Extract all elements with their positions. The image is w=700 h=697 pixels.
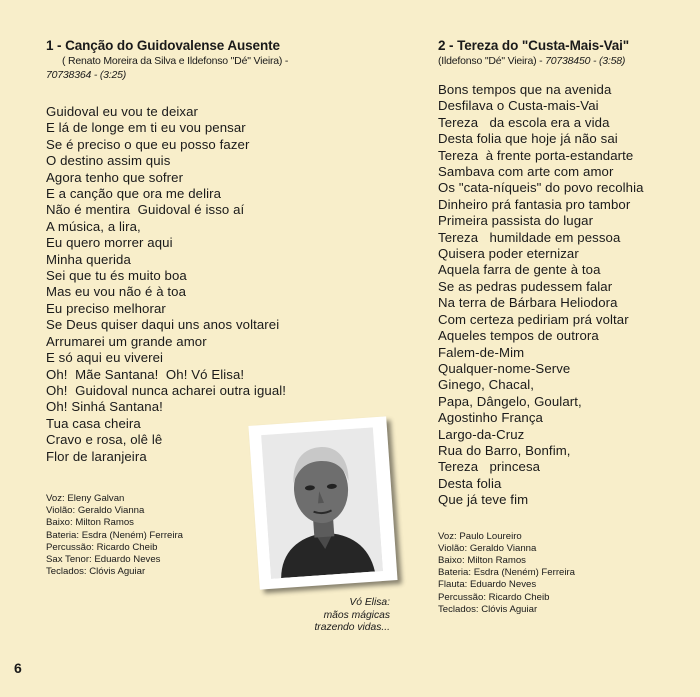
lyric-line: Desta folia que hoje já não sai <box>438 131 618 147</box>
personnel-line: Voz: Paulo Loureiro <box>438 530 522 542</box>
lyric-line: Aqueles tempos de outrora <box>438 328 599 344</box>
song-1-code: 70738364 - (3:25) <box>46 69 127 81</box>
lyric-line: Tua casa cheira <box>46 415 141 431</box>
lyric-line: Se é preciso o que eu posso fazer <box>46 136 250 152</box>
song-1-authors: ( Renato Moreira da Silva e Ildefonso "Dé" Vieira) - <box>62 55 289 67</box>
lyric-line: Oh! Sinhá Santana! <box>46 399 163 415</box>
lyric-line: Minha querida <box>46 251 131 267</box>
lyric-line: Tereza humildade em pessoa <box>438 229 621 245</box>
portrait-photo-frame <box>248 416 397 589</box>
song-2-code: 70738450 - (3:58) <box>545 55 626 67</box>
personnel-line: Violão: Geraldo Vianna <box>46 505 145 517</box>
lyric-line: E lá de longe em ti eu vou pensar <box>46 120 246 136</box>
lyric-line: Falem-de-Mim <box>438 344 525 360</box>
lyric-line: Eu quero morrer aqui <box>46 235 173 251</box>
caption-line: mãos mágicas <box>323 609 390 621</box>
lyric-line: Oh! Guidoval nunca acharei outra igual! <box>46 382 287 398</box>
lyric-line: Agostinho França <box>438 410 543 426</box>
lyric-line: Não é mentira Guidoval é isso aí <box>46 202 245 218</box>
lyric-line: E só aqui eu viverei <box>46 350 164 366</box>
personnel-line: Baixo: Milton Ramos <box>438 554 526 566</box>
personnel-line: Percussão: Ricardo Cheib <box>46 541 158 553</box>
lyric-line: Aquela farra de gente à toa <box>438 262 601 278</box>
song-1-title: 1 - Canção do Guidovalense Ausente <box>46 38 280 53</box>
personnel-line: Voz: Eleny Galvan <box>46 492 125 504</box>
portrait-photo <box>261 427 383 578</box>
lyric-line: Agora tenho que sofrer <box>46 169 184 185</box>
lyric-line: Eu preciso melhorar <box>46 300 166 316</box>
lyric-line: Ginego, Chacal, <box>438 377 535 393</box>
lyric-line: Largo-da-Cruz <box>438 426 525 442</box>
personnel-line: Flauta: Eduardo Neves <box>438 579 537 591</box>
lyric-line: Papa, Dângelo, Goulart, <box>438 393 582 409</box>
song-1-code-duration <box>46 68 326 82</box>
lyric-line: Bons tempos que na avenida <box>438 82 612 97</box>
lyric-line: O destino assim quis <box>46 153 171 169</box>
personnel-line: Percussão: Ricardo Cheib <box>438 591 550 603</box>
lyric-line: A música, a lira, <box>46 218 141 234</box>
page-number: 6 <box>14 660 22 676</box>
song-2-personnel <box>438 531 688 616</box>
lyric-line: Dinheiro prá fantasia pro tambor <box>438 196 631 212</box>
lyric-line: Os "cata-níqueis" do povo recolhia <box>438 180 644 196</box>
lyric-line: Qualquer-nome-Serve <box>438 360 571 376</box>
lyric-line: Sei que tu és muito boa <box>46 268 187 284</box>
lyric-line: Primeira passista do lugar <box>438 213 594 229</box>
personnel-line: Teclados: Clóvis Aguiar <box>438 603 538 615</box>
lyric-line: Quisera poder eternizar <box>438 246 579 262</box>
lyric-line: Tereza princesa <box>438 459 541 475</box>
lyric-line: Guidoval eu vou te deixar <box>46 104 199 119</box>
personnel-line: Violão: Geraldo Vianna <box>438 542 537 554</box>
personnel-line: Sax Tenor: Eduardo Neves <box>46 553 161 565</box>
lyric-line: Desfilava o Custa-mais-Vai <box>438 98 599 114</box>
lyric-line: Flor de laranjeira <box>46 448 147 464</box>
song-2-column <box>438 38 688 616</box>
lyric-line: Oh! Mãe Santana! Oh! Vó Elisa! <box>46 366 245 382</box>
lyric-line: Com certeza pediriam prá voltar <box>438 311 629 327</box>
personnel-line: Teclados: Clóvis Aguiar <box>46 566 146 578</box>
song-1-lyrics <box>46 104 326 465</box>
song-2-lyrics <box>438 82 688 509</box>
song-2-authors: (Ildefonso "Dé" Vieira) - <box>438 55 543 67</box>
lyric-line: E a canção que ora me delira <box>46 186 222 202</box>
caption-line: Vó Elisa: <box>349 597 390 608</box>
personnel-line: Baixo: Milton Ramos <box>46 517 134 529</box>
lyric-line: Rua do Barro, Bonfim, <box>438 442 571 458</box>
photo-caption <box>290 597 390 635</box>
lyric-line: Cravo e rosa, olê lê <box>46 432 163 448</box>
lyric-line: Tereza da escola era a vida <box>438 114 610 130</box>
lyric-line: Se as pedras pudessem falar <box>438 278 613 294</box>
lyric-line: Mas eu vou não é à toa <box>46 284 187 300</box>
personnel-line: Bateria: Esdra (Neném) Ferreira <box>438 567 576 579</box>
song-2-title: 2 - Tereza do "Custa-Mais-Vai" <box>438 38 630 53</box>
lyric-line: Sambava com arte com amor <box>438 164 614 180</box>
lyric-line: Arrumarei um grande amor <box>46 333 207 349</box>
lyric-line: Tereza à frente porta-estandarte <box>438 147 634 163</box>
lyric-line: Que já teve fim <box>438 492 529 508</box>
song-2-credits <box>438 54 688 68</box>
caption-line: trazendo vidas... <box>314 622 390 633</box>
personnel-line: Bateria: Esdra (Neném) Ferreira <box>46 529 184 541</box>
portrait-illustration <box>261 427 383 578</box>
lyric-line: Se Deus quiser daqui uns anos voltarei <box>46 317 280 333</box>
lyric-line: Desta folia <box>438 475 502 491</box>
lyric-line: Na terra de Bárbara Heliodora <box>438 295 618 311</box>
